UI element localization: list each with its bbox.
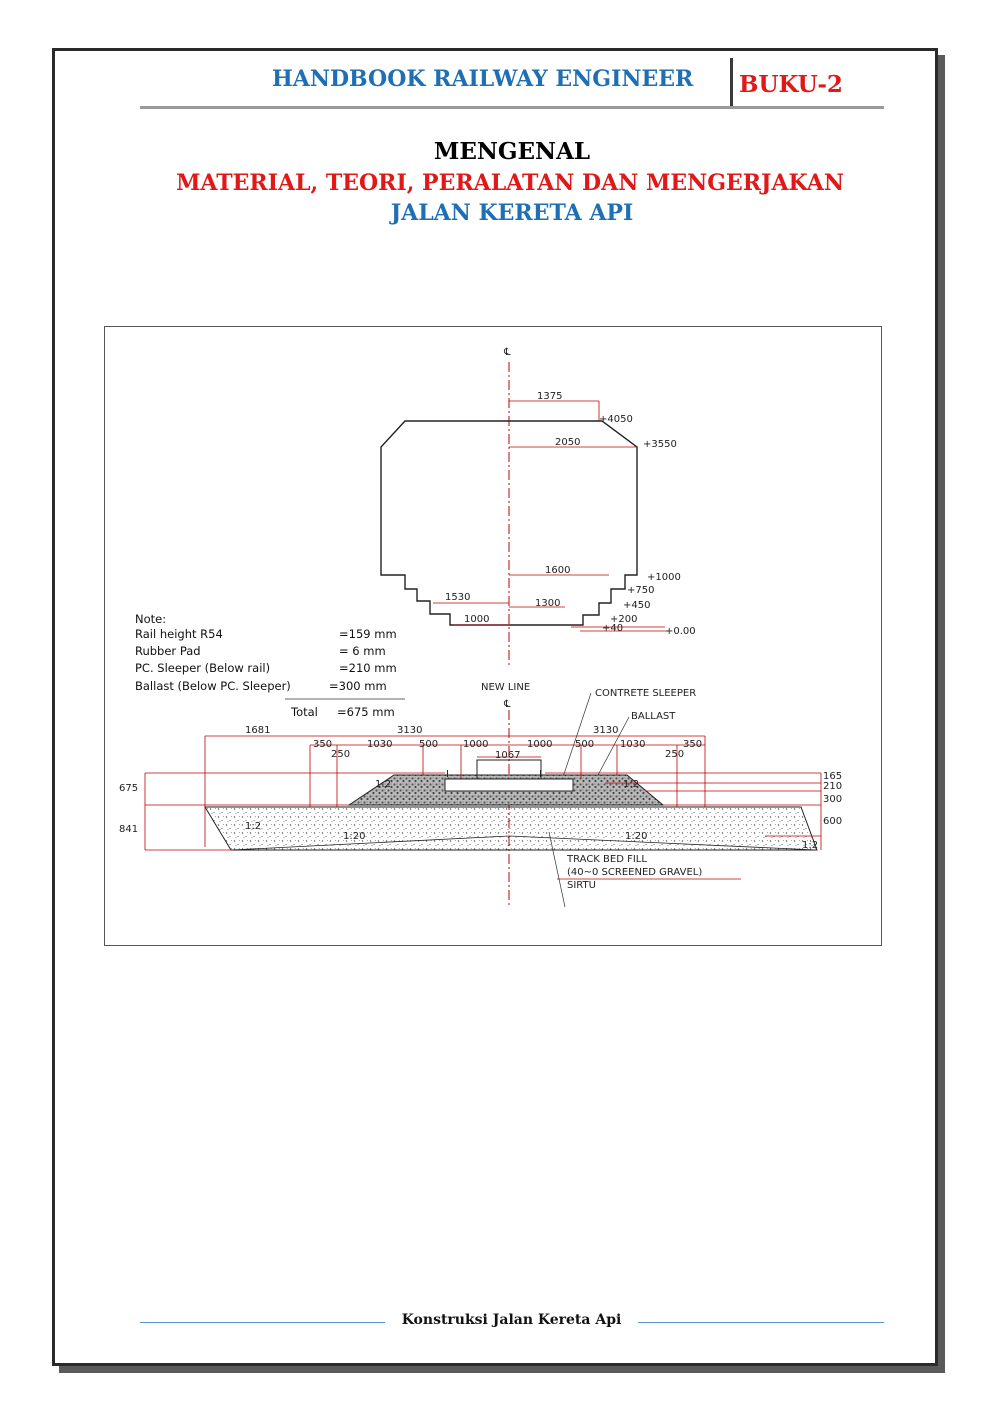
width-3130-left: 3130 (397, 725, 423, 736)
gauge-dim-1375: 1375 (537, 391, 563, 402)
slope-embankment-left: 1:2 (245, 821, 262, 832)
width-350-left: 350 (313, 739, 333, 750)
gauge-height-200: +200 (610, 614, 638, 625)
concrete-sleeper (445, 779, 573, 791)
footer-text: Konstruksi Jalan Kereta Api (401, 1312, 622, 1328)
slope-formation-right: 1:20 (625, 831, 648, 842)
ballast-label: BALLAST (631, 711, 676, 722)
height-210: 210 (823, 781, 843, 792)
height-675: 675 (119, 783, 139, 794)
track-bed-fill-label: TRACK BED FILL (567, 854, 647, 865)
gauge-dim-1000: 1000 (464, 614, 490, 625)
note-block (135, 612, 405, 719)
note-row-2-value: = 6 mm (339, 644, 386, 658)
height-841: 841 (119, 824, 139, 835)
note-row-2-label: Rubber Pad (135, 644, 201, 658)
width-250-left: 250 (331, 749, 351, 760)
note-row-1-label: Rail height R54 (135, 627, 223, 641)
width-1030-right: 1030 (620, 739, 646, 750)
gauge-height-450: +450 (623, 600, 651, 611)
width-1681: 1681 (245, 725, 271, 736)
width-1000-left: 1000 (463, 739, 489, 750)
header-rule (140, 106, 884, 109)
slope-formation-left: 1:20 (343, 831, 366, 842)
slope-ballast-left: 1:2 (375, 779, 392, 790)
note-row-3-value: =210 mm (339, 661, 397, 675)
note-heading: Note: (135, 612, 167, 626)
height-300: 300 (823, 794, 843, 805)
concrete-sleeper-label: CONTRETE SLEEPER (595, 688, 697, 699)
note-row-4-label: Ballast (Below PC. Sleeper) (135, 679, 291, 693)
gauge-dim-2050: 2050 (555, 437, 581, 448)
sirtu-label: SIRTU (567, 880, 596, 891)
gauge-dim-1600: 1600 (545, 565, 571, 576)
width-350-right: 350 (683, 739, 703, 750)
title-line-3: JALAN KERETA API (390, 200, 634, 226)
track-cross-section-diagram (105, 327, 881, 945)
track-bed-gravel-label: (40~0 SCREENED GRAVEL) (567, 867, 703, 878)
footer-rule-right (638, 1322, 884, 1323)
height-165: 165 (823, 771, 843, 782)
gauge-height-4050: +4050 (599, 414, 633, 425)
width-1000-right: 1000 (527, 739, 553, 750)
track-bed-fill (205, 807, 817, 850)
title-line-2: MATERIAL, TEORI, PERALATAN DAN MENGERJAKAN (176, 170, 844, 196)
footer-rule-left (140, 1322, 385, 1323)
note-row-1-value: =159 mm (339, 627, 397, 641)
centerline-symbol-lower: ℄ (504, 699, 511, 710)
slope-embankment-right: 1:2 (802, 840, 819, 851)
book-number: BUKU-2 (739, 71, 843, 98)
header-divider (730, 58, 733, 108)
new-line-label: NEW LINE (481, 682, 531, 693)
width-500-right: 500 (575, 739, 595, 750)
gauge-height-0: +0.00 (665, 626, 696, 637)
gauge-height-1000: +1000 (647, 572, 681, 583)
note-row-3-label: PC. Sleeper (Below rail) (135, 661, 271, 675)
gauge-height-750: +750 (627, 585, 655, 596)
note-total-value: =675 mm (337, 705, 395, 719)
height-600: 600 (823, 816, 843, 827)
structure-gauge-outline (381, 421, 637, 625)
concrete-sleeper-leader (563, 693, 591, 777)
title-line-1: MENGENAL (433, 138, 591, 165)
note-row-4-value: =300 mm (329, 679, 387, 693)
rail-right: I (539, 769, 542, 780)
width-500-left: 500 (419, 739, 439, 750)
gauge-height-40: +40 (602, 623, 624, 634)
width-1030-left: 1030 (367, 739, 393, 750)
width-250-right: 250 (665, 749, 685, 760)
gauge-dim-1300: 1300 (535, 598, 561, 609)
gauge-height-3550: +3550 (643, 439, 677, 450)
note-total-label: Total (291, 705, 318, 719)
centerline-symbol-upper: ℄ (504, 347, 511, 358)
handbook-title: HANDBOOK RAILWAY ENGINEER (272, 66, 694, 92)
width-1067: 1067 (495, 750, 521, 761)
slope-ballast-right: 1:2 (623, 779, 640, 790)
gauge-dim-1530: 1530 (445, 592, 471, 603)
width-3130-right: 3130 (593, 725, 619, 736)
rail-left: I (446, 769, 449, 780)
track-cross-section-figure (104, 326, 882, 946)
